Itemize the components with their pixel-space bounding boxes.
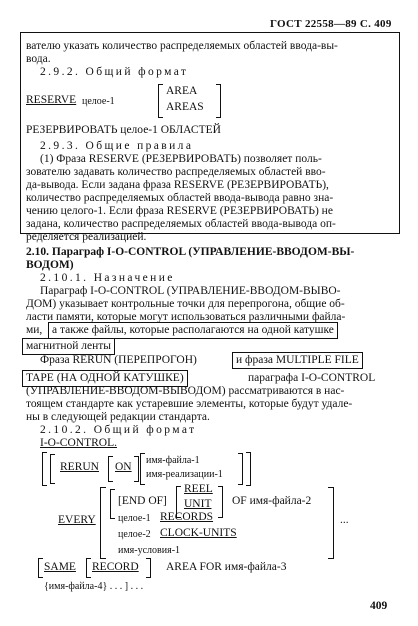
syntax-file4: {имя-файла-4} . . . ] . . . (44, 581, 144, 592)
brace-right (218, 486, 223, 518)
body-line: вода. (26, 53, 51, 65)
syntax-arg: имя-реализации-1 (146, 469, 223, 480)
body-line: ределяется реализацией. (26, 231, 147, 243)
boxed-text: магнитной ленты (22, 338, 115, 355)
bracket-right (146, 558, 151, 578)
syntax-of-file2: OF имя-файла-2 (232, 495, 312, 507)
body-line: количество распределяемых областей ввода-вывода равно зна- (26, 192, 334, 204)
body-line: ны в следующей редакции стандарта. (26, 411, 210, 423)
syntax-keyword-io-control: I-O-CONTROL. (40, 437, 117, 449)
syntax-keyword-same: SAME (44, 561, 76, 573)
syntax-keyword-reel: REEL (184, 483, 213, 495)
bracket-right (134, 456, 139, 482)
subsection-heading: 2.10.1. Назначение (40, 272, 175, 284)
brace-left-large (100, 487, 106, 559)
body-line: зователю задавать количество распределяемых областей вво- (26, 166, 326, 178)
syntax-keyword-areas: AREAS (166, 101, 204, 113)
brace-right (238, 453, 243, 485)
bracket-left (110, 489, 115, 519)
bracket-left (42, 452, 47, 486)
syntax-keyword-on: ON (115, 461, 132, 473)
syntax-arg: целое-2 (118, 529, 151, 540)
syntax-arg: целое-1 (82, 96, 115, 107)
body-line: ласти памяти, которые могут использоваться различными файла- (26, 311, 346, 323)
bracket-left (50, 454, 55, 484)
brace-left (140, 453, 145, 485)
syntax-keyword-records: RECORDS (160, 511, 214, 523)
syntax-arg: имя-условия-1 (118, 545, 181, 556)
page-header: ГОСТ 22558—89 С. 409 (270, 18, 392, 30)
body-line: да-вывода. Если задана фраза RESERVE (РЕЗЕРВИРОВАТЬ), (26, 179, 329, 191)
body-line: параграфа I-O-CONTROL (248, 372, 376, 384)
body-line: Фраза RERUN (ПЕРЕПРОГОН) (40, 354, 197, 366)
bracket-left (86, 558, 91, 578)
syntax-keyword-rerun: RERUN (60, 461, 99, 473)
boxed-text: TAPE (НА ОДНОЙ КАТУШКЕ) (22, 370, 188, 387)
syntax-ellipsis: ... (340, 514, 349, 526)
syntax-arg: целое-1 (118, 513, 151, 524)
body-line: задана, количество распределяемых областей ввода-вывода оп- (26, 218, 336, 230)
syntax-keyword-record: RECORD (92, 561, 139, 573)
body-line: (УПРАВЛЕНИЕ-ВВОДОМ-ВЫВОДОМ) рассматриваются в нас- (26, 385, 345, 397)
syntax-keyword-end-of: [END OF] (118, 495, 167, 507)
syntax-area-for: AREA FOR имя-файла-3 (166, 561, 287, 573)
bracket-right (216, 84, 221, 118)
body-line: ми, (26, 324, 43, 336)
body-line: ДОМ) указывает контрольные точки для перепрогона, общие об- (26, 298, 345, 310)
body-line: тоящем стандарте как устаревшие элементы, которые будут удале- (26, 398, 353, 410)
subsection-heading: 2.10.2. Общий формат (40, 424, 197, 436)
syntax-keyword-every: EVERY (58, 514, 96, 526)
body-line: чению целого-1. Если фраза RESERVE (РЕЗЕРВИРОВАТЬ) не (26, 205, 333, 217)
subsection-heading: 2.9.3. Общие правила (40, 140, 194, 152)
syntax-keyword-reserve: RESERVE (26, 94, 77, 106)
syntax-arg: имя-файла-1 (146, 455, 200, 466)
section-title-cont: ВОДОМ) (26, 259, 74, 271)
body-line: вателю указать количество распределяемых областей ввода-вы- (26, 40, 338, 52)
boxed-text: и фраза MULTIPLE FILE (232, 352, 363, 369)
page-number: 409 (370, 600, 388, 612)
syntax-russian: РЕЗЕРВИРОВАТЬ целое-1 ОБЛАСТЕЙ (26, 124, 221, 136)
body-line: Параграф I-O-CONTROL (УПРАВЛЕНИЕ-ВВОДОМ-ВЫВО- (40, 285, 341, 297)
syntax-keyword-unit: UNIT (184, 498, 212, 510)
section-title: 2.10. Параграф I-O-CONTROL (УПРАВЛЕНИЕ-ВВОДОМ-ВЫ- (26, 246, 355, 258)
boxed-text: а также файлы, которые располагаются на одной катушке (48, 322, 338, 339)
bracket-left (158, 84, 163, 118)
subsection-heading: 2.9.2. Общий формат (40, 66, 189, 78)
brace-right-large (328, 487, 334, 559)
syntax-keyword-area: AREA (166, 85, 198, 97)
bracket-left (108, 456, 113, 482)
body-line: (1) Фраза RESERVE (РЕЗЕРВИРОВАТЬ) позволяет поль- (40, 153, 322, 165)
bracket-right (246, 452, 251, 486)
bracket-left (38, 558, 43, 578)
syntax-keyword-clock-units: CLOCK-UNITS (160, 527, 237, 539)
